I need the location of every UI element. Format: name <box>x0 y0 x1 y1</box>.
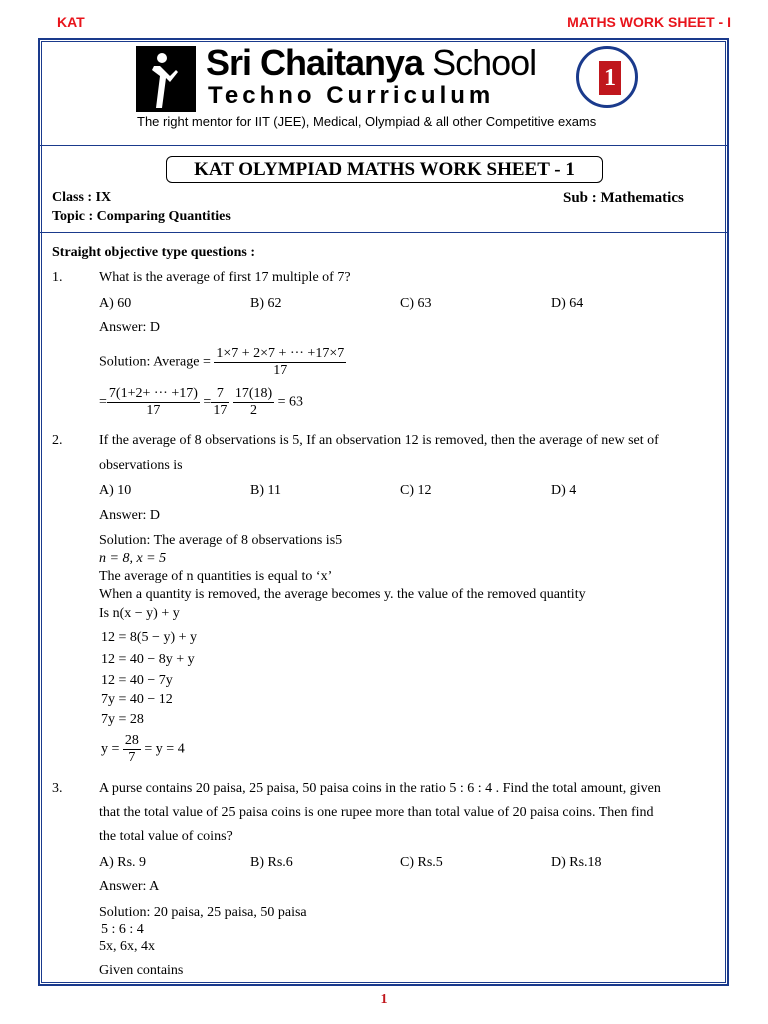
q1-solution-fraction <box>214 346 346 379</box>
q1-solution-label: Solution: Average <box>99 354 200 370</box>
q2-text-line2: observations is <box>99 458 183 473</box>
q3-solution-line3: 5x, 6x, 4x <box>99 939 155 954</box>
q1-solution-fraction4 <box>233 386 274 419</box>
q1-solution-fraction3 <box>211 386 229 419</box>
q2-option-c: C) 12 <box>400 483 432 498</box>
q1-solution-fraction2 <box>107 386 200 419</box>
q1-option-b: B) 62 <box>250 296 282 311</box>
q1-frac-numerator: 1×7 + 2×7 + ··· +17×7 <box>216 346 345 361</box>
school-name-light: School <box>432 42 537 83</box>
q1-option-d: D) 64 <box>551 296 584 311</box>
q3-number: 3. <box>52 781 63 796</box>
q2-number: 2. <box>52 433 63 448</box>
topic-label: Topic : Comparing Quantities <box>52 209 231 224</box>
q1-frac2-numerator: 7(1+2+ ··· +17) <box>108 386 198 401</box>
school-seal-icon <box>576 46 638 108</box>
school-name <box>206 42 536 84</box>
q2-solution-line5: Is n(x − y) + y <box>99 606 180 621</box>
q3-option-d: D) Rs.18 <box>551 855 602 870</box>
q3-option-c: C) Rs.5 <box>400 855 443 870</box>
q1-solution-line1: Solution: Average = $\frac{1\times 7 + 2\times 7 + \cdot\cdot\cdot +17\times 7}{17}$ <box>99 346 345 378</box>
q3-option-a: A) Rs. 9 <box>99 855 147 870</box>
q3-solution-line2: 5 : 6 : 4 <box>101 922 144 937</box>
q3-option-b: B) Rs.6 <box>250 855 293 870</box>
q3-solution-line4: Given contains <box>99 963 184 978</box>
q1-frac3-denominator: 17 <box>213 403 228 418</box>
header-left-tag: KAT <box>57 14 85 30</box>
q2-solution-line2: n = 8, x = 5 <box>99 551 167 566</box>
class-label: Class : IX <box>52 190 112 205</box>
q2-equation-4: 7y = 40 − 12 <box>101 692 173 707</box>
q2-option-a: A) 10 <box>99 483 132 498</box>
school-logo-icon <box>136 46 196 112</box>
meta-divider <box>40 232 728 233</box>
q1-frac4-numerator: 17(18) <box>234 386 273 401</box>
subject-label: Sub : Mathematics <box>563 190 684 206</box>
running-header <box>0 14 768 34</box>
q3-solution-line1: Solution: 20 paisa, 25 paisa, 50 paisa <box>99 905 307 920</box>
q3-text-line3: the total value of coins? <box>99 829 233 844</box>
q1-frac3-numerator: 7 <box>211 386 229 403</box>
q2-equation-5: 7y = 28 <box>101 712 144 727</box>
q2-option-b: B) 11 <box>250 483 281 498</box>
page-number: 1 <box>380 992 388 1007</box>
q2-eq6-fraction <box>123 733 141 766</box>
q3-text-line2: that the total value of 25 paisa coins is one rupee more than total value of 20 paisa coins. Then find <box>99 805 654 820</box>
q1-result: = 63 <box>277 394 304 410</box>
q1-text: What is the average of first 17 multiple of 7? <box>99 270 351 285</box>
q1-frac-denominator: 17 <box>273 363 288 378</box>
q1-option-c: C) 63 <box>400 296 432 311</box>
q2-equation-1: 12 = 8(5 − y) + y <box>101 630 198 645</box>
q3-text-line1: A purse contains 20 paisa, 25 paisa, 50 paisa coins in the ratio 5 : 6 : 4 . Find the total amount, given <box>99 781 661 796</box>
q2-eq6-rhs: = y = 4 <box>144 741 185 757</box>
q1-answer: Answer: D <box>99 320 161 335</box>
curriculum-title: Techno Curriculum <box>208 82 495 109</box>
q1-number: 1. <box>52 270 63 285</box>
seal-number: 1 <box>599 61 621 95</box>
q2-solution-line1: Solution: The average of 8 observations is5 <box>99 533 343 548</box>
q2-equation-2: 12 = 40 − 8y + y <box>101 652 195 667</box>
section-heading: Straight objective type questions : <box>52 245 255 260</box>
q2-equation-6 <box>101 733 185 766</box>
q2-solution-line4: When a quantity is removed, the average becomes y. the value of the removed quantity <box>99 587 586 602</box>
q1-option-a: A) 60 <box>99 296 132 311</box>
q2-equation-3: 12 = 40 − 7y <box>101 673 173 688</box>
school-banner <box>0 40 768 145</box>
q1-frac4-denominator: 2 <box>249 403 257 418</box>
school-name-bold: Sri Chaitanya <box>206 42 424 83</box>
q2-eq6-denominator: 7 <box>128 750 136 765</box>
q2-answer: Answer: D <box>99 508 161 523</box>
q1-solution-line2: = $\frac{7(1+2+ \cdot\cdot\cdot +17)}{17}$ = $\frac{7}{17}$ $\frac{17(18)}{2}$ = 63 <box>99 386 304 418</box>
q2-text-line1: If the average of 8 observations is 5, If an observation 12 is removed, then the average of new set of <box>99 433 659 448</box>
q2-solution-line3: The average of n quantities is equal to ‘x’ <box>99 569 333 584</box>
q2-option-d: D) 4 <box>551 483 577 498</box>
q2-eq6-numerator: 28 <box>124 733 139 748</box>
header-right-tag: MATHS WORK SHEET - I <box>567 14 731 30</box>
tagline: The right mentor for IIT (JEE), Medical, Olympiad & all other Competitive exams <box>137 114 597 129</box>
header-divider <box>40 145 728 146</box>
q2-eq6-lhs: y = <box>101 741 120 757</box>
q1-frac2-denominator: 17 <box>146 403 161 418</box>
worksheet-title: KAT OLYMPIAD MATHS WORK SHEET - 1 <box>166 156 603 183</box>
q3-answer: Answer: A <box>99 879 160 894</box>
